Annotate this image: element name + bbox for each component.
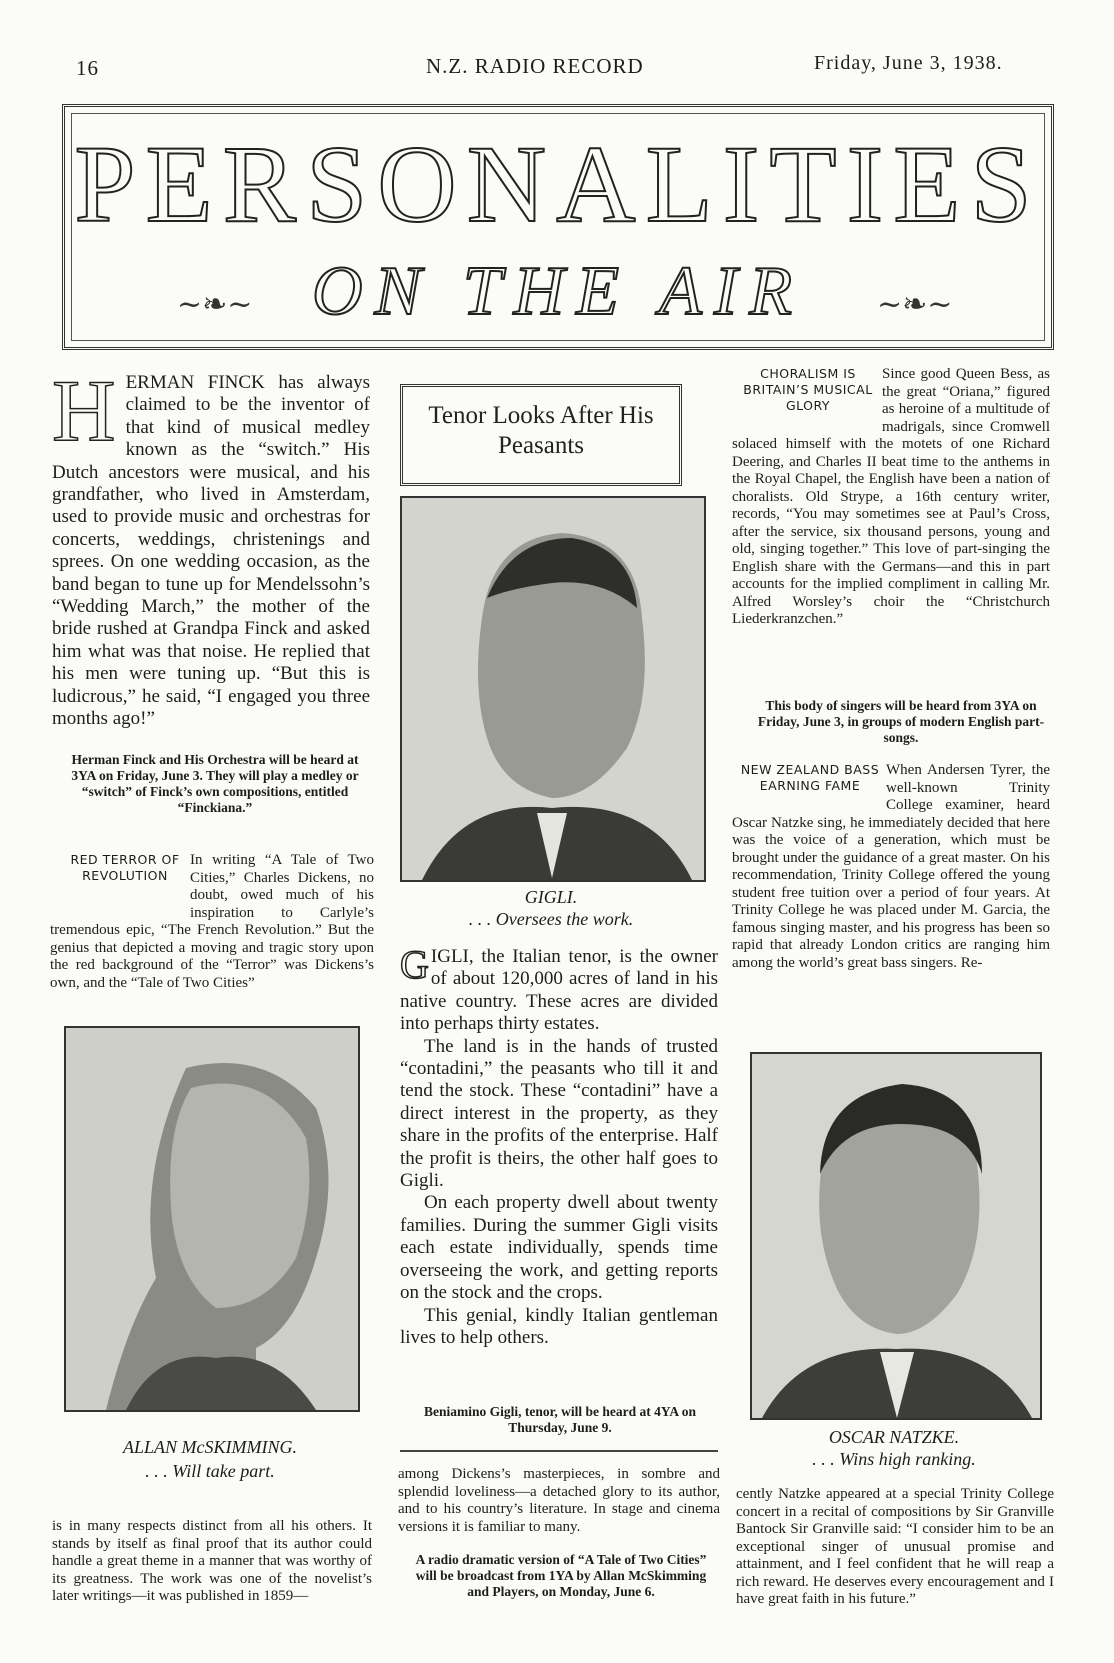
choralism-article — [732, 366, 1050, 629]
gigli-headline-box — [400, 384, 682, 486]
title-banner — [62, 104, 1054, 350]
column-divider — [400, 1450, 718, 1452]
gigli-caption-sub: . . . Oversees the work. — [468, 909, 634, 929]
red-terror-broadcast-note: A radio dramatic version of “A Tale of Two Cities” will be broadcast from 1YA by Allan McSkimming and Players, on Monday, June 6. — [415, 1552, 707, 1599]
publication-title: N.Z. RADIO RECORD — [426, 54, 644, 78]
red-terror-continued: is in many respects distinct from all his others. It stands by itself as final proof that its author could handle a great theme in a manner that was worthy of its greatness. The work was one of the novelist’s later writings—it was published in 1859— — [52, 1518, 372, 1604]
gigli-para-1: IGLI, the Italian tenor, is the owner of about 120,000 acres of land in his native country. These acres are divided into perhaps thirty estates. — [400, 946, 718, 1035]
gigli-dropcap: G — [400, 942, 429, 987]
banner-subtitle: ON THE AIR — [311, 253, 805, 330]
gigli-article — [400, 942, 718, 1349]
finck-broadcast-note: Herman Finck and His Orchestra will be heard at 3YA on Friday, June 3. They will play a medley or “switch” of Finck’s own compositions, entitled “Finckiana.” — [71, 752, 359, 815]
right-ornament-icon: ~❧~ — [877, 287, 953, 322]
issue-date: Friday, June 3, 1938. — [814, 52, 1003, 74]
natzke-caption-name: OSCAR NATZKE. — [828, 1427, 960, 1447]
gigli-para-4: This genial, kindly Italian gentleman lives to help others. — [400, 1304, 718, 1348]
natzke-heading: NEW ZEALAND BASS EARNING FAME — [740, 762, 880, 793]
natzke-caption-sub: . . . Wins high ranking. — [812, 1449, 976, 1469]
mcskimming-caption-sub: . . . Will take part. — [145, 1461, 275, 1481]
red-terror-continued-2: among Dickens’s masterpieces, in sombre and splendid loveliness—a detached glory to its author, and to his country’s literature. In stage and cinema versions it is familiar to many. — [398, 1466, 720, 1535]
gigli-headline: Tenor Looks After His Peasants — [428, 402, 654, 459]
finck-dropcap: H — [52, 363, 116, 460]
red-terror-article — [50, 852, 374, 992]
natzke-photo — [750, 1052, 1042, 1420]
gigli-photo — [400, 496, 706, 882]
choralism-body: Since good Queen Bess, as the great “Oriana,” figured as heroine of a multitude of madrigals, since Cromwell solaced himself with the motets of one Richard Deering, and Charles II beat time to the anthems in the Royal Chapel, the English have been a nation of choralists. Old Strype, a 16th century writer, records, “You may sometimes see at Paul’s Cross, after the service, six thousand persons, young and old, singing together.” This love of part-singing the English share with the Germans—and this in part accounts for the implied compliment in calling Mr. Alfred Worsley’s choir the “Christchurch Liederkranzchen.” — [732, 366, 1050, 627]
mcskimming-caption-name: ALLAN McSKIMMING. — [123, 1437, 297, 1457]
left-ornament-icon: ~❧~ — [177, 287, 253, 322]
page-number: 16 — [76, 56, 99, 80]
gigli-caption-name: GIGLI. — [524, 887, 578, 907]
mcskimming-photo — [64, 1026, 360, 1412]
finck-article — [52, 363, 370, 731]
finck-body: ERMAN FINCK has always claimed to be the inventor of that kind of musical medley known as the “switch.” His Dutch ancestors were musical, and his grandfather, who lived in Amsterdam, used to provide music and orchestras for concerts, weddings, christenings and sprees. On one wedding occasion, as the band began to tune up for Mendelssohn’s “Wedding March,” the mother of the bride rushed at Grandpa Finck and asked him what was that noise. He replied that his men were tuning up. “But this is ludicrous,” he said, “I engaged you three months ago!” — [52, 372, 370, 730]
natzke-continued: cently Natzke appeared at a special Trinity College concert in a recital of compositions by Sir Granville Bantock Sir Granville said: “I consider him to be an exceptional singer of unusual promise and attainment, and I feel confident that he will reap a rich reward. He deserves every encouragement and I have great faith in his future.” — [736, 1486, 1054, 1607]
choralism-broadcast-note: This body of singers will be heard from 3YA on Friday, June 3, in groups of modern English part-songs. — [757, 698, 1045, 745]
gigli-para-2: The land is in the hands of trusted “contadini,” the peasants who till it and tend the stock. These “contadini” have a direct interest in the property, as they share in the profits of the enterprise. Half the profit is theirs, the other half goes to Gigli. — [400, 1035, 718, 1192]
natzke-body: When Andersen Tyrer, the well-known Trinity College examiner, heard Oscar Natzke sing, he immediately decided that here was the voice of a generation, which must be brought under the guidance of a great master. On his recommendation, Trinity College offered the young student free tuition over a period of four years. At Trinity College he was placed under M. Garcia, the famous singing master, and his progress has been so rapid that already London critics are ranging him among the world’s great bass singers. Re- — [732, 762, 1050, 971]
banner-title: PERSONALITIES — [74, 123, 1042, 245]
red-terror-body: In writing “A Tale of Two Cities,” Charles Dickens, no doubt, owed much of his inspiration to Carlyle’s tremendous epic, “The French Revolution.” But the genius that depicted a moving and tragic story upon the red background of the “Terror” was Dickens’s own, and the “Tale of Two Cities” — [50, 852, 374, 991]
natzke-article — [732, 762, 1050, 972]
gigli-broadcast-note: Beniamino Gigli, tenor, will be heard at 4YA on Thursday, June 9. — [423, 1404, 697, 1435]
red-terror-heading: RED TERROR OF REVOLUTION — [70, 852, 180, 883]
gigli-para-3: On each property dwell about twenty families. During the summer Gigli visits each estate individually, spends time overseeing the work, and getting reports on the stock and the crops. — [400, 1192, 718, 1304]
choralism-heading: CHORALISM IS BRITAIN’S MUSICAL GLORY — [743, 366, 873, 413]
